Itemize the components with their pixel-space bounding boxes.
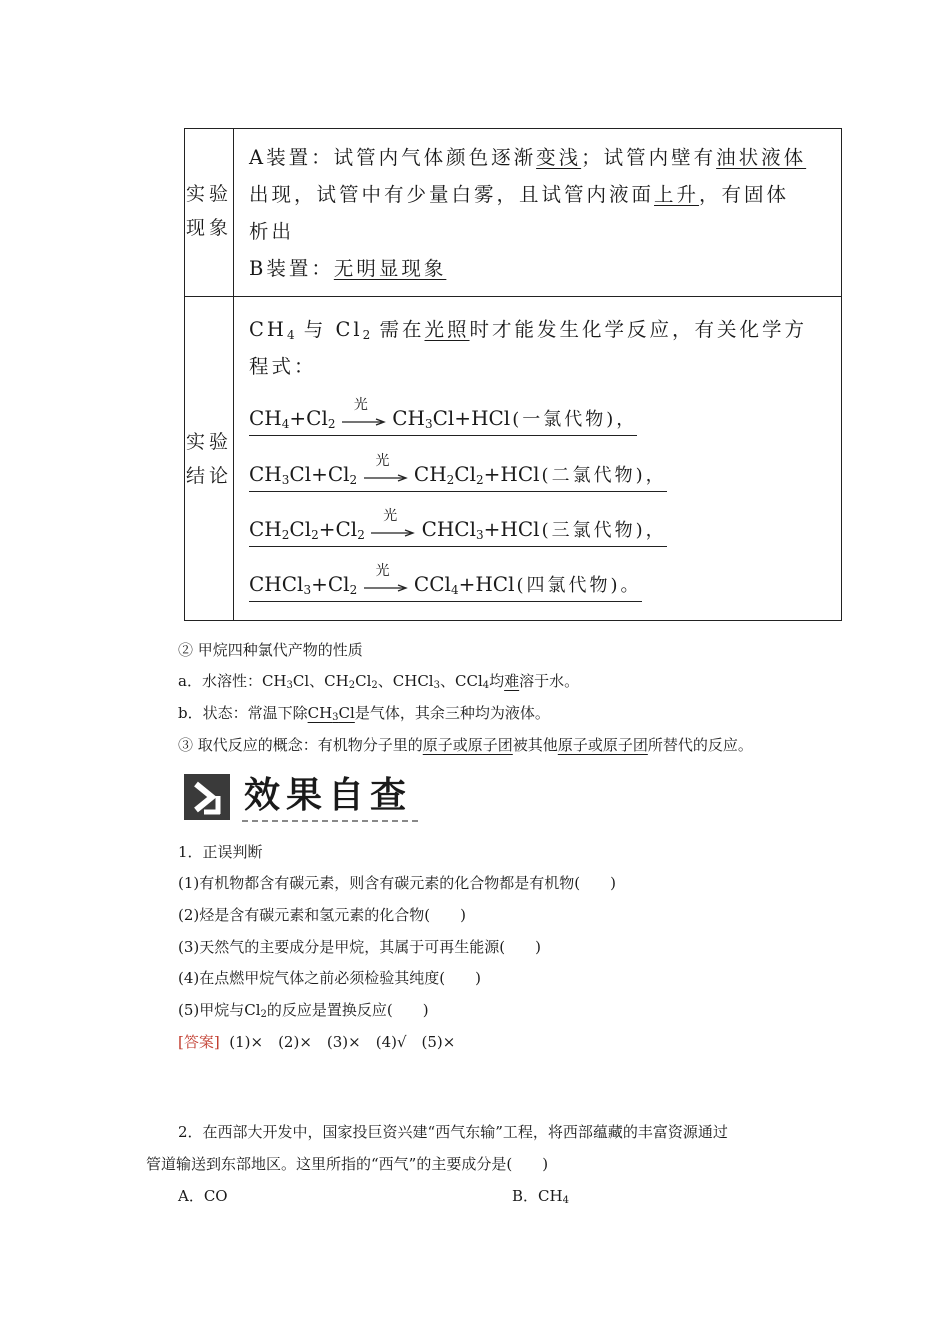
substitution-definition: ③ 取代反应的概念：有机物分子里的原子或原子团被其他原子或原子团所替代的反应。 [178,736,753,754]
self-check-banner [182,770,420,826]
table-column-divider [233,129,234,620]
chevron-right-icon [184,774,230,820]
phenomenon-line-4: B装置：无明显现象 [249,257,447,280]
state-line: b．状态：常温下除$CH_3Cl$是气体，其余三种均为液体。 [178,704,550,723]
reaction-arrow: 光 [364,466,408,486]
quiz1-answers: [答案] (1)× (2)× (3)× (4)√ (5)× [178,1033,456,1051]
quiz2-option-a: A．CO [178,1187,228,1205]
equation-4: $CHCl_3+Cl_2$ 光 CCl$_4$+HCl (四氯代物)。 [249,571,642,602]
phenomenon-line-3: 析出 [249,220,295,243]
quiz1-item-2: (2)烃是含有碳元素和氢元素的化合物( ) [178,906,466,924]
equation-3: $CH_2Cl_2+Cl_2$ 光 CHCl$_3$+HCl (三氯代物)， [249,516,667,547]
answer-tag: [答案] [178,1033,220,1051]
table-row-divider [185,296,841,297]
conclusion-intro [249,311,827,385]
row-label-phenomenon: 实验 现象 [185,183,232,239]
phenomenon-line-1: A装置：试管内气体颜色逐渐变浅；试管内壁有油状液体 [249,146,807,169]
row-label-conclusion: 实验 结论 [185,431,232,487]
banner-title: 效果自查 [244,775,413,816]
quiz1-item-4: (4)在点燃甲烷气体之前必须检验其纯度( ) [178,969,481,987]
banner-underline [242,820,418,822]
quiz1-item-1: (1)有机物都含有碳元素，则含有碳元素的化合物都是有机物( ) [178,874,616,892]
quiz1-item-5: (5)甲烷与$Cl_2$的反应是置换反应( ) [178,1001,429,1020]
equation-1: $CH_4+Cl_2$ 光 $CH_3Cl+HCl$ (一氯代物)， [249,405,637,436]
experiment-table [184,128,842,621]
quiz1-item-3: (3)天然气的主要成分是甲烷，其属于可再生能源( ) [178,938,541,956]
conclusion-line-1: $CH_4$ 与 $Cl_2$ 需在光照时才能发生化学反应，有关化学方 [249,318,808,342]
quiz2-question-line-2: 管道输送到东部地区。这里所指的“西气”的主要成分是( ) [146,1155,549,1173]
section-heading-chlorinated-products: ② 甲烷四种氯代产物的性质 [178,641,363,659]
quiz2-option-b: B．$CH_4$ [512,1187,569,1206]
reaction-arrow: 光 [342,410,386,430]
phenomenon-cell [249,139,827,287]
solubility-line: a．水溶性：$CH_3Cl$、$CH_2Cl_2$、CHCl$_3$、CCl$_4$均难溶于水。 [178,672,580,691]
reaction-arrow: 光 [371,521,415,541]
quiz1-heading: 1．正误判断 [178,843,263,861]
reaction-arrow: 光 [364,576,408,596]
quiz2-question-line-1: 2．在西部大开发中，国家投巨资兴建“西气东输”工程，将西部蕴藏的丰富资源通过 [178,1123,728,1141]
phenomenon-line-2: 出现，试管中有少量白雾，且试管内液面上升，有固体 [249,183,790,206]
equation-2: $CH_3Cl+Cl_2$ 光 $CH_2Cl_2+HCl$ (二氯代物)， [249,461,667,492]
conclusion-line-2: 程式： [249,355,317,378]
